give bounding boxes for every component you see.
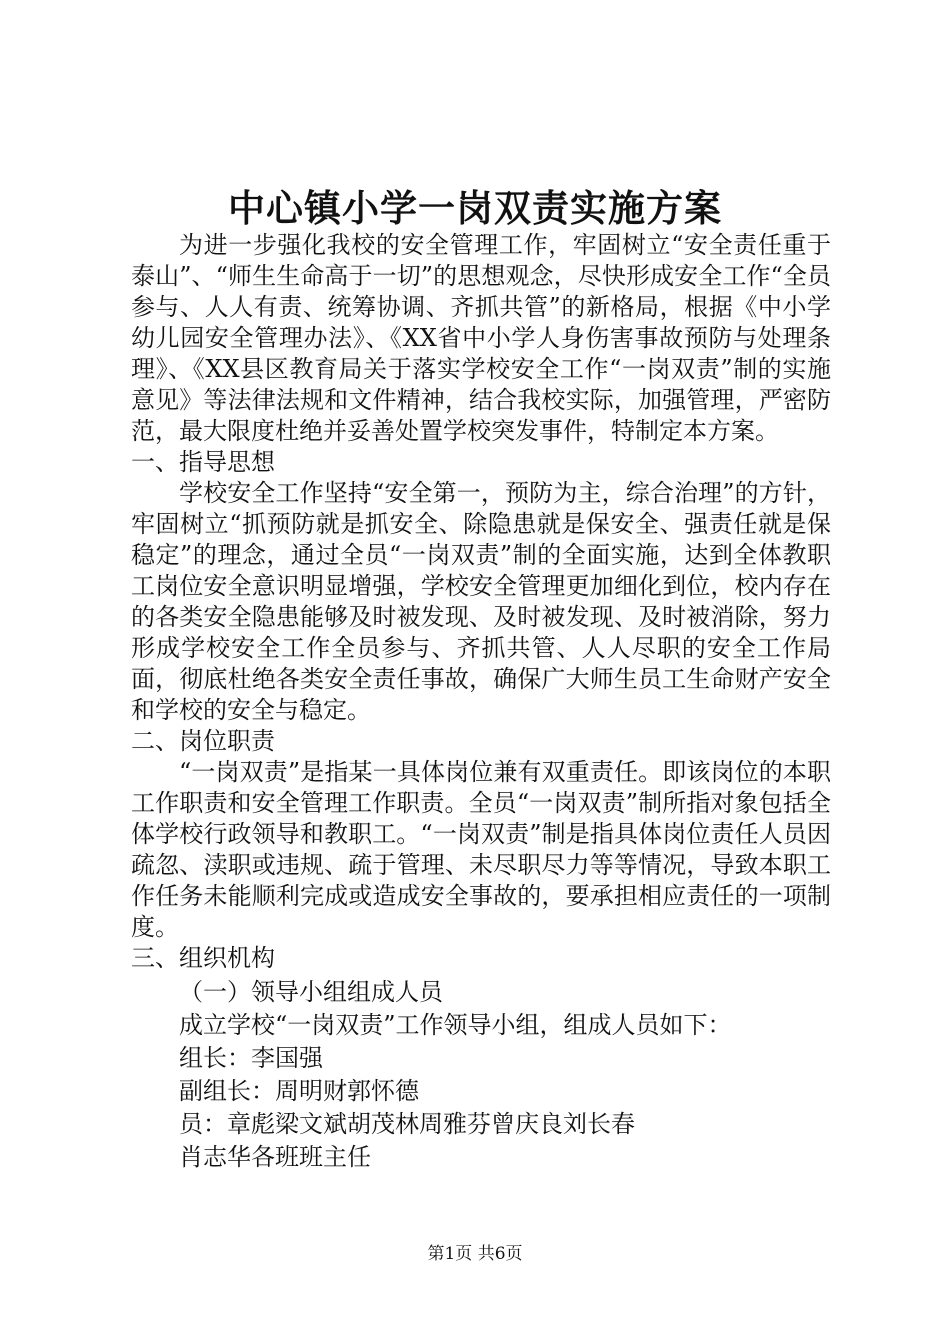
paragraph-guiding-thought: 学校安全工作坚持“安全第一，预防为主，综合治理”的方针，牢固树立“抓预防就是抓安全、除隐患就是保安全、强责任就是保稳定”的理念，通过全员“一岗双责”制的全面实施，达到全体教职工岗位安全意识明显增强，学校安全管理更加细化到位，校内存在的各类安全隐患能够及时被发现、及时被发现、及时被消除，努力形成学校安全工作全员参与、齐抓共管、人人尽职的安全工作局面，彻底杜绝各类安全责任事故，确保广大师生员工生命财产安全和学校的安全与稳定。 bbox=[131, 479, 831, 724]
document-title: 中心镇小学一岗双责实施方案 bbox=[228, 186, 722, 230]
line-deputy-leader: 副组长：周明财郭怀德 bbox=[179, 1077, 419, 1105]
heading-organization: 三、组织机构 bbox=[131, 944, 275, 972]
line-members: 员：章彪梁文斌胡茂林周雅芬曾庆良刘长春 bbox=[179, 1110, 635, 1138]
organization-list bbox=[131, 976, 831, 1174]
paragraph-intro: 为进一步强化我校的安全管理工作，牢固树立“安全责任重于泰山”、“师生生命高于一切”的思想观念，尽快形成安全工作“全员参与、人人有责、统筹协调、齐抓共管”的新格局，根据《中小学幼儿园安全管理办法》、《XX省中小学人身伤害事故预防与处理条理》、《XX县区教育局关于落实学校安全工作“一岗双责”制的实施意见》等法律法规和文件精神，结合我校实际，加强管理，严密防范，最大限度杜绝并妥善处置学校突发事件，特制定本方案。 bbox=[131, 231, 831, 445]
line-establish-group: 成立学校“一岗双责”工作领导小组，组成人员如下： bbox=[179, 1011, 732, 1039]
heading-guiding-thought: 一、指导思想 bbox=[131, 448, 275, 476]
heading-post-duties: 二、岗位职责 bbox=[131, 727, 275, 755]
document-body bbox=[131, 230, 831, 1174]
paragraph-post-duties: “一岗双责”是指某一具体岗位兼有双重责任。即该岗位的本职工作职责和安全管理工作职责。全员“一岗双责”制所指对象包括全体学校行政领导和教职工。“一岗双责”制是指具体岗位责任人员因疏忽、渎职或违规、疏于管理、未尽职尽力等等情况，导致本职工作任务未能顺利完成或造成安全事故的，要承担相应责任的一项制度。 bbox=[131, 758, 831, 941]
line-group-leader: 组长：李国强 bbox=[179, 1044, 323, 1072]
line-members-continued: 肖志华各班班主任 bbox=[179, 1143, 371, 1171]
page-footer: 第1页 共6页 bbox=[427, 1244, 523, 1264]
subheading-leading-group: （一）领导小组组成人员 bbox=[179, 978, 443, 1006]
